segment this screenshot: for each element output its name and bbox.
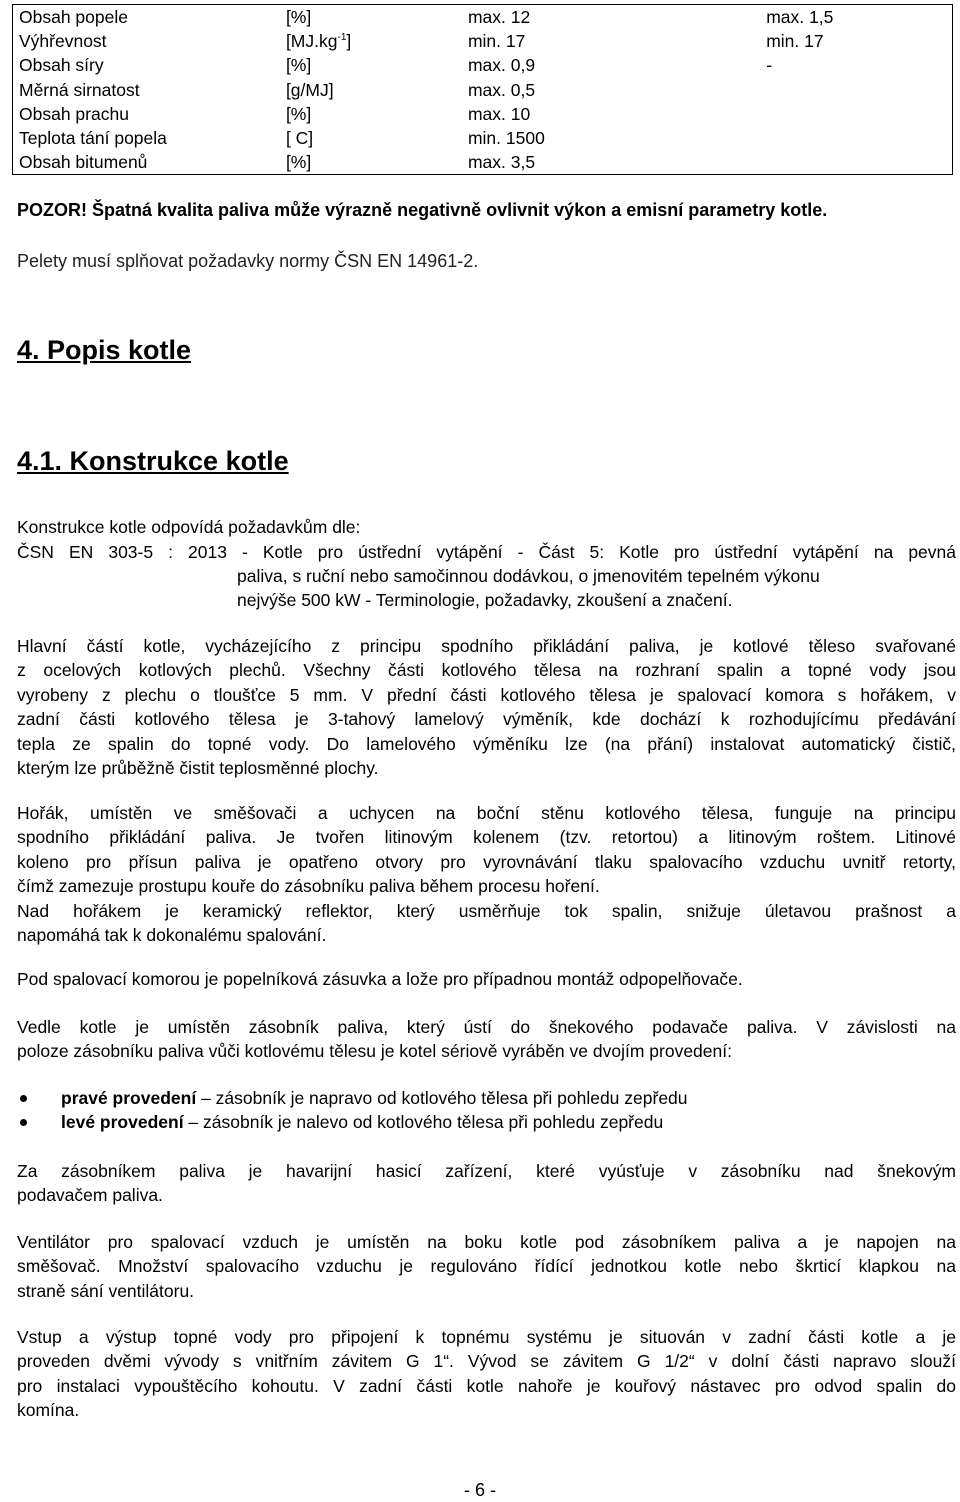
variant-list: [17, 1086, 688, 1135]
table-cell: max. 12: [467, 7, 531, 27]
table-cell: [g/MJ]: [285, 79, 334, 100]
warning-body: Špatná kvalita paliva může výrazně negativně ovlivnit výkon a emisní parametry kotle.: [87, 200, 828, 220]
unit-text: [MJ.kg: [285, 31, 338, 52]
table-row: [13, 150, 953, 175]
fuel-parameters-table: [12, 4, 953, 175]
table-cell: Obsah prachu: [19, 103, 129, 124]
paragraph-line: podavačem paliva.: [17, 1185, 163, 1206]
table-cell: max. 3,5: [467, 152, 536, 173]
standard-line: paliva, s ruční nebo samočinnou dodávkou, o jmenovitém tepelném výkonu: [237, 566, 820, 586]
standard-reference: [17, 540, 956, 564]
table-cell: max. 0,9: [467, 55, 536, 76]
table-row: [13, 78, 953, 102]
unit-text: ]: [346, 31, 352, 52]
paragraph-ash-drawer: Pod spalovací komorou je popelníková zásuvka a lože pro případnou montáž odpopelňovače.: [17, 969, 743, 989]
table-cell: [ C]: [285, 128, 314, 149]
paragraph-line: z ocelových kotlových plechů. Všechny části kotlového tělesa na rozhraní spalin a topné vody jsou: [17, 660, 956, 681]
table-cell: [%]: [285, 152, 312, 173]
paragraph-line: pro instalaci vypouštěcího kohoutu. V zadní části kotle nahoře je kouřový nástavec pro odvod spalin do: [17, 1375, 956, 1396]
table-row: [13, 5, 953, 30]
paragraph-body: [17, 634, 956, 780]
table-row: [13, 126, 953, 150]
table-cell: max. 10: [467, 103, 531, 124]
section-heading: 4. Popis kotle: [17, 335, 192, 365]
list-item: [17, 1110, 688, 1134]
paragraph-line: čímž zamezuje prostupu kouře do zásobníku paliva během procesu hoření.: [17, 876, 600, 897]
paragraph-line: Ventilátor pro spalovací vzduch je umístěn na boku kotle pod zásobníkem paliva a je napojen na: [17, 1232, 956, 1252]
table-cell: -: [766, 55, 773, 76]
table-cell: [760, 78, 952, 102]
paragraph-water-connection: [17, 1325, 956, 1423]
table-cell: [%]: [285, 103, 312, 124]
table-cell: Obsah popele: [19, 7, 128, 27]
paragraph-line: poloze zásobníku paliva vůči kotlovému tělesu je kotel sériově vyráběn ve dvojím provedení:: [17, 1041, 732, 1062]
table-cell: [%]: [285, 55, 312, 76]
page-number: - 6 -: [463, 1480, 496, 1500]
table-cell: [760, 126, 952, 150]
table-cell: [280, 29, 462, 53]
table-cell: min. 1500: [467, 128, 545, 149]
warning-prefix: POZOR!: [17, 200, 87, 220]
paragraph-line: napomáhá tak k dokonalému spalování.: [17, 925, 327, 946]
list-item-bold: levé provedení: [61, 1112, 184, 1133]
paragraph-burner: [17, 801, 956, 947]
table-cell: Měrná sirnatost: [19, 79, 140, 100]
paragraph-line: zadní části kotlového tělesa je 3-tahový lamelový výměník, kde dochází k rozhodujícímu předávání: [17, 709, 956, 730]
table-cell: Teplota tání popela: [19, 128, 167, 149]
paragraph-line: Za zásobníkem paliva je havarijní hasicí zařízení, které vyúsťuje v zásobníku nad šnekovým: [17, 1161, 956, 1181]
paragraph-line: tepla ze spalin do topné vody. Do lamelového výměníku lze (na přání) instalovat automatický čistič,: [17, 733, 956, 754]
paragraph-line: směšovač. Množství spalovacího vzduchu je regulováno řídící jednotkou kotle nebo škrticí klapkou na: [17, 1256, 956, 1277]
paragraph-fan: [17, 1230, 956, 1303]
table-row: [13, 53, 953, 77]
table-cell: max. 0,5: [467, 79, 536, 100]
standard-reference-cont: [237, 564, 956, 613]
standard-line: nejvýše 500 kW - Terminologie, požadavky, zkoušení a značení.: [237, 590, 733, 611]
list-item-text: – zásobník je napravo od kotlového tělesa při pohledu zepředu: [196, 1088, 688, 1108]
table-cell: min. 17: [766, 31, 824, 52]
unit-superscript: -1: [337, 32, 347, 44]
table-cell: Obsah bitumenů: [19, 152, 148, 173]
table-cell: [%]: [285, 7, 312, 27]
table-cell: [760, 102, 952, 126]
table-row: [13, 29, 953, 53]
paragraph-fuel-hopper: [17, 1015, 956, 1064]
paragraph-line: Nad hořákem je keramický reflektor, který usměrňuje tok spalin, snižuje úletavou prašnost a: [17, 900, 956, 921]
table-row: [13, 102, 953, 126]
table-cell: Výhřevnost: [19, 31, 107, 52]
list-item-text: – zásobník je nalevo od kotlového tělesa při pohledu zepředu: [183, 1112, 664, 1133]
paragraph-line: komína.: [17, 1400, 80, 1421]
standard-line: ČSN EN 303-5 : 2013 - Kotle pro ústřední vytápění - Část 5: Kotle pro ústřední vytápění na pevná: [17, 542, 956, 562]
table-cell: Obsah síry: [19, 55, 104, 76]
paragraph-line: vyrobeny z plechu o tloušťce 5 mm. V přední části kotlového tělesa je spalovací komora s hořákem, v: [17, 684, 956, 705]
list-item: [17, 1086, 688, 1110]
paragraph-line: proveden dvěmi vývody s vnitřním závitem G 1“. Vývod se závitem G 1/2“ v dolní části napravo slouží: [17, 1351, 956, 1372]
table-cell: max. 1,5: [766, 7, 834, 27]
paragraph-line: spodního přikládání paliva. Je tvořen litinovým kolenem (tzv. retortou) a litinovým roštem. Litinové: [17, 827, 956, 848]
intro-paragraph: Konstrukce kotle odpovídá požadavkům dle:: [17, 517, 361, 537]
paragraph-line: koleno pro přísun paliva je opatřeno otvory pro vyrovnávání tlaku spalovacího vzduchu uvnitř retorty,: [17, 851, 956, 872]
paragraph-fire-extinguisher: [17, 1159, 956, 1208]
paragraph-line: Hořák, umístěn ve směšovači a uchycen na boční stěnu kotlového tělesa, funguje na principu: [17, 803, 956, 823]
paragraph-line: straně sání ventilátoru.: [17, 1280, 195, 1301]
paragraph-line: Hlavní částí kotle, vycházejícího z principu spodního přikládání paliva, je kotlové těleso svařované: [17, 636, 956, 656]
paragraph-line: Vstup a výstup topné vody pro připojení k topnému systému je situován v zadní části kotle a je: [17, 1327, 956, 1347]
paragraph-line: kterým lze průběžně čistit teplosměnné plochy.: [17, 758, 379, 779]
bullet-icon: [20, 1095, 27, 1102]
table-cell: min. 17: [467, 31, 526, 52]
paragraph-line: Vedle kotle je umístěn zásobník paliva, který ústí do šnekového podavače paliva. V závislosti na: [17, 1017, 956, 1037]
subsection-heading: 4.1. Konstrukce kotle: [17, 446, 289, 476]
list-item-bold: pravé provedení: [61, 1088, 197, 1108]
norm-note: Pelety musí splňovat požadavky normy ČSN EN 14961-2.: [17, 251, 479, 271]
table-cell: [760, 150, 952, 175]
bullet-icon: [20, 1119, 27, 1126]
warning-text: [17, 200, 827, 221]
